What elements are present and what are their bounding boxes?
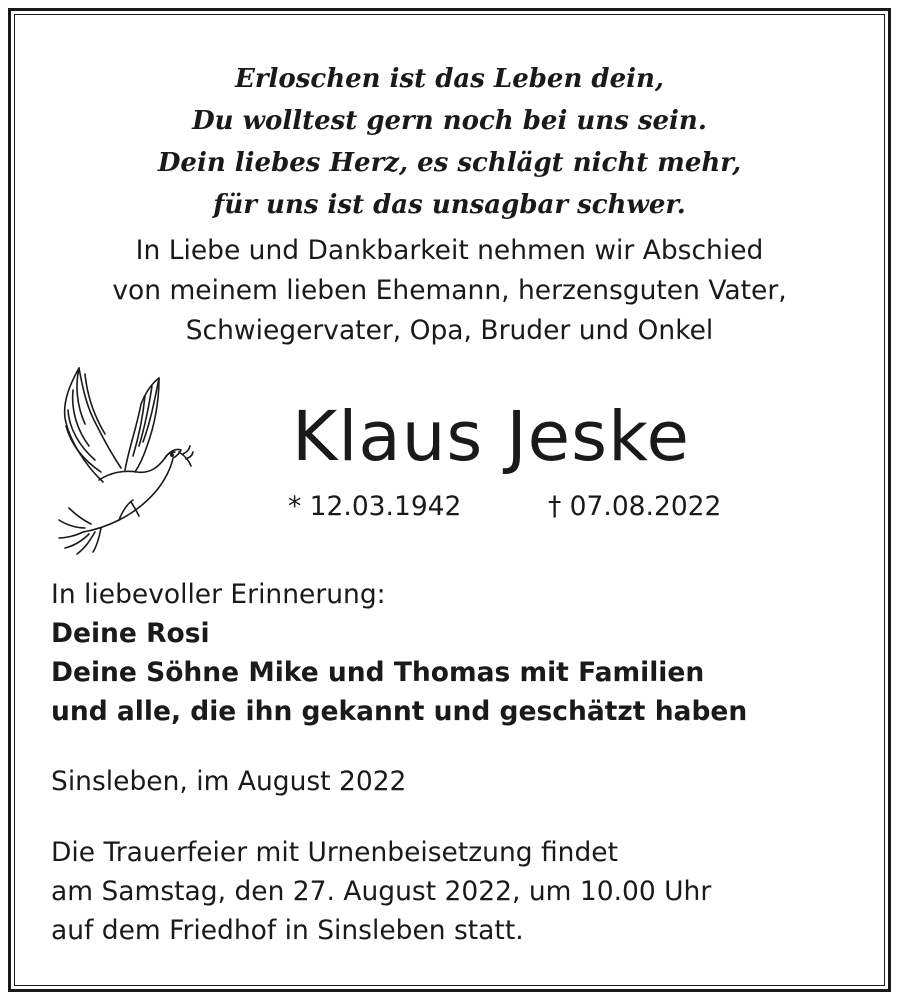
mourner-line: und alle, die ihn gekannt und geschätzt haben [51, 696, 748, 727]
deceased-name: Klaus Jeske [292, 397, 691, 477]
farewell-intro [0, 231, 899, 351]
funeral-line: auf dem Friedhof in Sinsleben statt. [51, 915, 524, 946]
poem-line: für uns ist das unsagbar schwer. [213, 190, 686, 220]
poem-line: Du wolltest gern noch bei uns sein. [192, 106, 707, 136]
memorial-poem [0, 58, 899, 226]
memory-heading: In liebevoller Erinnerung: [51, 579, 386, 610]
mourner-line: Deine Rosi [51, 618, 210, 649]
funeral-notice [51, 833, 711, 950]
poem-line: Dein liebes Herz, es schlägt nicht mehr, [157, 148, 742, 178]
funeral-line: am Samstag, den 27. August 2022, um 10.00 Uhr [51, 876, 712, 907]
place-and-date: Sinsleben, im August 2022 [51, 766, 407, 797]
intro-line: von meinem lieben Ehemann, herzensguten Vater, [112, 275, 787, 306]
funeral-line: Die Trauerfeier mit Urnenbeisetzung findet [51, 837, 618, 868]
memory-section [51, 575, 747, 731]
birth-date: * 12.03.1942 [288, 491, 462, 522]
dove-icon [55, 360, 195, 555]
intro-line: In Liebe und Dankbarkeit nehmen wir Abschied [135, 235, 764, 266]
death-date: † 07.08.2022 [548, 491, 722, 522]
mourner-line: Deine Söhne Mike und Thomas mit Familien [51, 657, 705, 688]
poem-line: Erloschen ist das Leben dein, [235, 64, 664, 94]
intro-line: Schwiegervater, Opa, Bruder und Onkel [185, 315, 714, 346]
